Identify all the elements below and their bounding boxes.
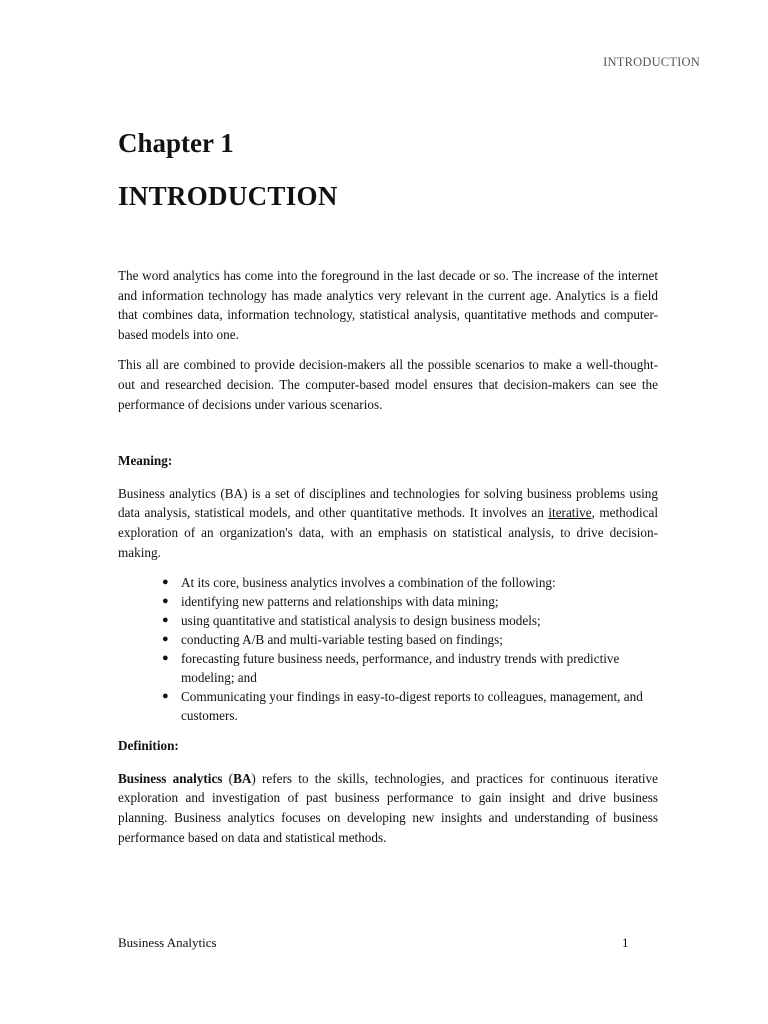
list-item (162, 649, 658, 687)
bullet-icon: ● (162, 633, 169, 646)
list-item-text: using quantitative and statistical analysis to design business models; (181, 613, 541, 629)
iterative-link[interactable]: iterative (548, 505, 592, 521)
bullet-icon: ● (162, 690, 169, 703)
list-item (162, 630, 658, 649)
definition-paren: ( (222, 770, 234, 786)
list-item-text: conducting A/B and multi-variable testing based on findings; (181, 632, 503, 648)
list-item-text: forecasting future business needs, performance, and industry trends with predictive modeling; and (181, 651, 620, 686)
definition-text: ) refers to the skills, technologies, and practices for continuous iterative exploration and investigation of past business performance to gain insight and drive business planning. Business analytics focuses on developing new insights and understanding of business performance based on data and statistical methods. (118, 770, 658, 845)
meaning-paragraph (118, 484, 658, 562)
chapter-label: Chapter 1 (118, 128, 234, 158)
meaning-text-start: Business analytics (BA) is a set of disciplines and technologies for solving business problems using data analysis, statistical models, and other quantitative methods. It involves an (118, 485, 658, 521)
body-text (118, 266, 658, 847)
list-item-text: At its core, business analytics involves a combination of the following: (181, 575, 556, 591)
list-item (162, 573, 658, 592)
bullet-icon: ● (162, 576, 169, 589)
bullet-icon: ● (162, 595, 169, 608)
chapter-title: INTRODUCTION (118, 181, 338, 211)
definition-abbr: BA (233, 770, 252, 786)
footer-book-title: Business Analytics (118, 935, 217, 950)
list-item (162, 687, 658, 725)
intro-paragraph-1: The word analytics has come into the foreground in the last decade or so. The increase of the internet and information technology has made analytics very relevant in the current age. Analytics is a field that combines data, information technology, statistical analysis, quantitative methods and computer-based models into one. (118, 268, 658, 342)
list-item (162, 611, 658, 630)
definition-paragraph (118, 769, 658, 847)
business-analytics-list (118, 573, 658, 725)
list-item-text: Communicating your findings in easy-to-digest reports to colleagues, management, and customers. (181, 689, 643, 724)
meaning-heading: Meaning: (118, 453, 173, 469)
list-item-text: identifying new patterns and relationships with data mining; (181, 594, 499, 610)
page-number: 1 (622, 935, 629, 950)
list-item (162, 592, 658, 611)
bullet-icon: ● (162, 652, 169, 665)
running-header: INTRODUCTION (603, 55, 700, 69)
bullet-icon: ● (162, 614, 169, 627)
meaning-text-end: , methodical exploration of an organization's data, with an emphasis on statistical analysis, to drive decision-making. (118, 505, 658, 560)
intro-paragraph-2: This all are combined to provide decision-makers all the possible scenarios to make a well-thought-out and researched decision. The computer-based model ensures that decision-makers can see the performance of decisions under various scenarios. (118, 357, 658, 412)
definition-term: Business analytics (118, 770, 223, 786)
definition-heading: Definition: (118, 738, 179, 754)
